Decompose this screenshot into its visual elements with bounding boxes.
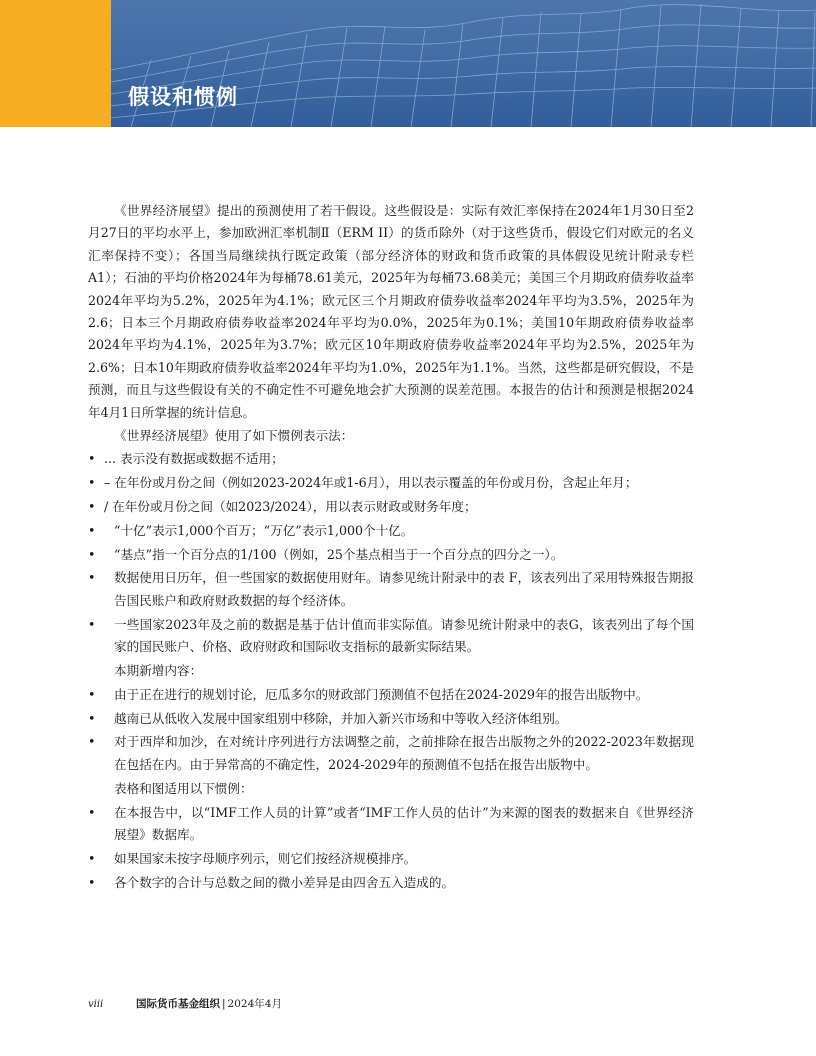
intro-paragraph: 《世界经济展望》提出的预测使用了若干假设。这些假设是：实际有效汇率保持在2024年1月30日至2月27日的平均水平上，参加欧洲汇率机制Ⅱ（ERM II）的货币除外（对于这些货币，假设它们对欧元的名义汇率保持不变）；各国当局继续执行既定政策（部分经济体的财政和货币政策的具体假设见统计附录专栏A1）；石油的平均价格2024年为每桶78.61美元，2025年为每桶73.68美元；美国三个月期政府债券收益率2024年平均为5.2%，2025年为4.1%；欧元区三个月期政府债券收益率2024年平均为3.5%，2025年为2.6；日本三个月期政府债券收益率2024年平均为0.0%，2025年为0.1%；美国10年期政府债券收益率2024年平均为4.1%，2025年为3.7%；欧元区10年期政府债券收益率2024年平均为2.5%，2025年为2.6%；日本10年期政府债券收益率2024年平均为1.0%，2025年为1.1%。当然，这些都是研究假设，不是预测，而且与这些假设有关的不确定性不可避免地会扩大预测的误差范围。本报告的估计和预测是根据2024年4月1日所掌握的统计信息。 (88, 203, 694, 420)
tables-list (88, 802, 694, 894)
list-item-text: 由于正在进行的规划讨论，厄瓜多尔的财政部门预测值不包括在2024-2029年的报告出版物中。 (114, 686, 649, 702)
list-item (88, 802, 694, 847)
bullet-icon: • (88, 616, 96, 632)
list-item (88, 544, 694, 566)
list-item-text: “基点”指一个百分点的1/100（例如，25个基点相当于一个百分点的四分之一）。 (114, 546, 564, 562)
list-item-text: “十亿”表示1,000个百万；“万亿”表示1,000个十亿。 (114, 522, 414, 538)
list-item-text: 数据使用日历年，但一些国家的数据使用财年。请参见统计附录中的表 F，该表列出了采用特殊报告期报告国民账户和政府财政数据的每个经济体。 (114, 570, 694, 608)
conventions-intro: 《世界经济展望》使用了如下惯例表示法： (114, 428, 354, 444)
bullet-icon: • (88, 850, 96, 866)
list-item (88, 731, 694, 776)
list-item (88, 520, 694, 542)
list-item (88, 448, 694, 470)
page-header (0, 0, 816, 127)
list-item-text: 在本报告中，以“IMF工作人员的计算”或者“IMF工作人员的估计”为来源的图表的数据来自《世界经济展望》数据库。 (114, 804, 694, 843)
list-item (88, 872, 694, 894)
bullet-icon: • (88, 475, 96, 491)
bullet-icon: • (88, 710, 96, 726)
list-item-text: 对于西岸和加沙，在对统计序列进行方法调整之前，之前排除在报告出版物之外的2022-2023年数据现在包括在内。由于异常高的不确定性，2024-2029年的预测值不包括在报告出版物中。 (114, 734, 694, 772)
new-content-list (88, 684, 694, 776)
main-content (88, 200, 694, 895)
list-item (88, 496, 694, 518)
header-gold-block (0, 0, 111, 127)
conventions-list (88, 448, 694, 658)
list-item (88, 567, 694, 612)
new-content-heading: 本期新增内容： (114, 663, 203, 679)
tables-heading: 表格和图适用以下惯例： (114, 781, 253, 797)
list-item-text: 各个数字的合计与总数之间的微小差异是由四舍五入造成的。 (114, 874, 455, 890)
bullet-icon: • (88, 522, 96, 538)
bullet-icon: • (88, 570, 96, 586)
list-item-text: 一些国家2023年及之前的数据是基于估计值而非实际值。请参见统计附录中的表G，该表列出了每个国家的国民账户、价格、政府财政和国际收支指标的最新实际结果。 (114, 616, 694, 655)
list-item-text: 越南已从低收入发展中国家组别中移除，并加入新兴市场和中等收入经济体组别。 (114, 710, 568, 726)
list-item (88, 472, 694, 494)
bullet-icon: • (88, 686, 96, 702)
list-item-text: / 在年份或月份之间（如2023/2024），用以表示财政或财务年度； (104, 499, 477, 515)
list-item-text: 如果国家未按字母顺序列示，则它们按经济规模排序。 (114, 850, 417, 866)
page-number: viii (88, 999, 104, 1010)
bullet-icon: • (88, 451, 96, 467)
page-footer (88, 996, 282, 1011)
list-item (88, 708, 694, 730)
bullet-icon: • (88, 546, 96, 562)
bullet-icon: • (88, 734, 96, 750)
footer-org: 国际货币基金组织 (136, 998, 220, 1010)
list-item (88, 684, 694, 706)
list-item (88, 614, 694, 659)
list-item-text: – 在年份或月份之间（例如2023-2024年或1-6月），用以表示覆盖的年份或月份，含起止年月； (104, 475, 638, 491)
bullet-icon: • (88, 874, 96, 890)
bullet-icon: • (88, 499, 96, 515)
list-item (88, 848, 694, 870)
footer-separator: | (222, 998, 226, 1010)
footer-date: 2024年4月 (227, 998, 282, 1010)
bullet-icon: • (88, 804, 96, 820)
page-title: 假设和惯例 (128, 85, 238, 109)
list-item-text: ... 表示没有数据或数据不适用； (104, 451, 284, 467)
